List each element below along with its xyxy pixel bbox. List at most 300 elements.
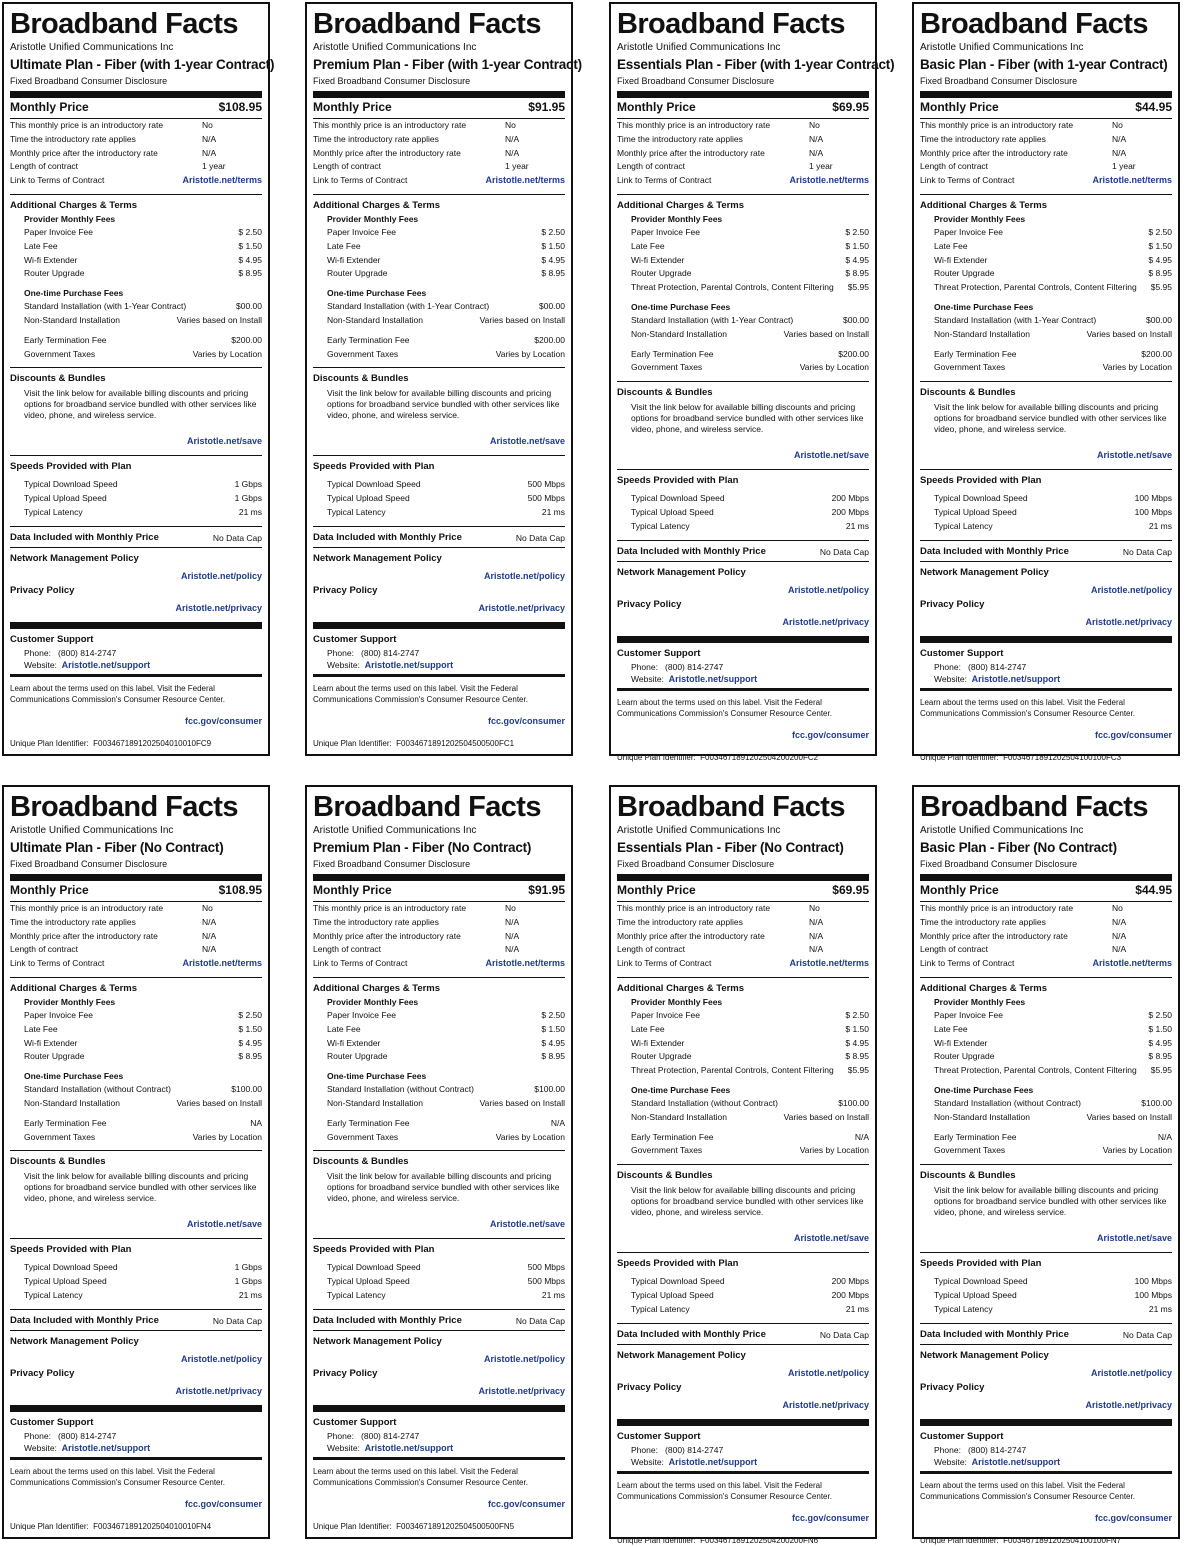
- latency-label: Typical Latency: [327, 506, 386, 517]
- additional-charges-heading: Additional Charges & Terms: [617, 982, 745, 994]
- download-label: Typical Download Speed: [934, 1276, 1028, 1287]
- contract-length-value: N/A: [202, 944, 217, 955]
- divider: [10, 526, 262, 527]
- gov-taxes-label: Government Taxes: [631, 362, 703, 373]
- router-upgrade-value: $ 8.95: [845, 1051, 869, 1062]
- wifi-extender-row: [920, 1037, 1172, 1051]
- fcc-link[interactable]: fcc.gov/consumer: [487, 1498, 565, 1509]
- policy-link[interactable]: Aristotle.net/policy: [483, 1353, 565, 1364]
- save-link[interactable]: Aristotle.net/save: [793, 450, 869, 461]
- privacy-heading: Privacy Policy: [920, 598, 985, 610]
- gov-taxes-value: Varies by Location: [1102, 362, 1172, 373]
- upi-row: [617, 1535, 869, 1546]
- upi-label: Unique Plan Identifier:: [10, 1521, 89, 1531]
- terms-link[interactable]: Aristotle.net/terms: [1092, 958, 1172, 969]
- fcc-link[interactable]: fcc.gov/consumer: [487, 715, 565, 726]
- router-upgrade-row: [313, 1050, 565, 1064]
- provider-fees-heading: Provider Monthly Fees: [934, 213, 1026, 224]
- contract-length-label: Length of contract: [617, 161, 686, 172]
- paper-invoice-row: [920, 226, 1172, 240]
- privacy-link[interactable]: Aristotle.net/privacy: [478, 602, 565, 613]
- broadband-facts-label: [2, 785, 270, 1539]
- terms-row: [10, 174, 262, 188]
- router-upgrade-value: $ 8.95: [541, 1051, 565, 1062]
- router-upgrade-row: [920, 267, 1172, 281]
- monthly-price-label: Monthly Price: [617, 100, 696, 114]
- privacy-link[interactable]: Aristotle.net/privacy: [1085, 1399, 1172, 1410]
- contract-length-value: N/A: [1112, 944, 1127, 955]
- gov-taxes-value: Varies by Location: [495, 348, 565, 359]
- privacy-link[interactable]: Aristotle.net/privacy: [175, 1385, 262, 1396]
- upload-row: [617, 506, 869, 520]
- policy-link[interactable]: Aristotle.net/policy: [787, 584, 869, 595]
- support-phone: [313, 1430, 565, 1442]
- latency-value: 21 ms: [541, 1289, 565, 1300]
- latency-row: [617, 520, 869, 534]
- policy-link[interactable]: Aristotle.net/policy: [787, 1367, 869, 1378]
- late-fee-row: [313, 240, 565, 254]
- divider: [617, 688, 869, 691]
- divider: [313, 674, 565, 677]
- terms-link[interactable]: Aristotle.net/terms: [485, 175, 565, 186]
- divider: [313, 1405, 565, 1412]
- upi-label: Unique Plan Identifier:: [617, 752, 696, 762]
- fcc-link[interactable]: fcc.gov/consumer: [1094, 1512, 1172, 1523]
- router-upgrade-label: Router Upgrade: [631, 1051, 692, 1062]
- divider: [617, 1471, 869, 1474]
- divider: [920, 1164, 1172, 1165]
- intro-rate-label: This monthly price is an introductory rate: [617, 120, 771, 130]
- policy-link[interactable]: Aristotle.net/policy: [180, 1353, 262, 1364]
- divider: [313, 526, 565, 527]
- divider: [920, 381, 1172, 382]
- gov-taxes-value: Varies by Location: [192, 348, 262, 359]
- terms-row: [313, 174, 565, 188]
- divider: [920, 688, 1172, 691]
- fcc-link[interactable]: fcc.gov/consumer: [1094, 729, 1172, 740]
- discounts-heading: Discounts & Bundles: [920, 387, 1016, 399]
- save-link[interactable]: Aristotle.net/save: [489, 1219, 565, 1230]
- wifi-extender-label: Wi-fi Extender: [631, 1037, 685, 1048]
- wifi-extender-label: Wi-fi Extender: [327, 254, 381, 265]
- upload-value: 200 Mbps: [831, 506, 869, 517]
- support-phone: [617, 1444, 869, 1456]
- intro-time-value: N/A: [1112, 916, 1127, 927]
- upload-label: Typical Upload Speed: [24, 493, 107, 504]
- data-included-value: No Data Cap: [1122, 546, 1172, 557]
- support-link[interactable]: Aristotle.net/support: [61, 1442, 151, 1453]
- std-install-value: $100.00: [231, 1084, 262, 1095]
- router-upgrade-value: $ 8.95: [238, 268, 262, 279]
- contract-length-value: 1 year: [809, 161, 833, 172]
- divider: [617, 91, 869, 98]
- paper-invoice-row: [10, 1009, 262, 1023]
- intro-time-row: [920, 133, 1172, 147]
- router-upgrade-row: [617, 267, 869, 281]
- network-mgmt-heading: Network Management Policy: [920, 1349, 1049, 1361]
- learn-text: Learn about the terms used on this label. Visit the Federal Communications Commission's Consumer Resource Center.: [617, 1480, 832, 1501]
- phone-value: (800) 814-2747: [665, 1444, 724, 1455]
- network-mgmt-heading: Network Management Policy: [313, 552, 442, 564]
- wifi-extender-row: [10, 1037, 262, 1051]
- support-link[interactable]: Aristotle.net/support: [364, 1442, 454, 1453]
- contract-length-row: [617, 943, 869, 957]
- monthly-price-row: [10, 883, 262, 897]
- divider: [10, 455, 262, 456]
- intro-time-row: [920, 916, 1172, 930]
- upload-row: [313, 1275, 565, 1289]
- early-term-value: N/A: [854, 1131, 869, 1142]
- gov-taxes-label: Government Taxes: [24, 1131, 96, 1142]
- std-install-label: Standard Installation (with 1-Year Contract): [631, 314, 794, 325]
- website-label: Website:: [24, 1442, 57, 1453]
- monthly-price-row: [920, 883, 1172, 897]
- after-intro-row: [313, 147, 565, 161]
- additional-charges-heading: Additional Charges & Terms: [10, 982, 138, 994]
- download-row: [10, 478, 262, 492]
- download-label: Typical Download Speed: [24, 479, 118, 490]
- contract-length-row: [313, 160, 565, 174]
- divider: [920, 874, 1172, 881]
- learn-text: Learn about the terms used on this label. Visit the Federal Communications Commission's Consumer Resource Center.: [10, 683, 225, 704]
- threat-protection-value: $5.95: [1150, 1065, 1172, 1076]
- router-upgrade-label: Router Upgrade: [631, 268, 692, 279]
- download-value: 200 Mbps: [831, 1276, 869, 1287]
- monthly-price-value: $69.95: [832, 100, 869, 114]
- gov-taxes-row: [920, 361, 1172, 375]
- early-term-row: [10, 334, 262, 348]
- privacy-link[interactable]: Aristotle.net/privacy: [782, 616, 869, 627]
- provider-fees-heading: Provider Monthly Fees: [24, 213, 116, 224]
- privacy-link[interactable]: Aristotle.net/privacy: [782, 1399, 869, 1410]
- privacy-link[interactable]: Aristotle.net/privacy: [175, 602, 262, 613]
- support-heading: Customer Support: [920, 647, 1004, 659]
- download-row: [920, 1275, 1172, 1289]
- fcc-link[interactable]: fcc.gov/consumer: [184, 715, 262, 726]
- upi-value: F0034671891202504500500FN5: [396, 1521, 515, 1531]
- paper-invoice-label: Paper Invoice Fee: [24, 226, 93, 237]
- std-install-label: Standard Installation (without Contract): [934, 1097, 1081, 1108]
- terms-link[interactable]: Aristotle.net/terms: [789, 175, 869, 186]
- wifi-extender-label: Wi-fi Extender: [631, 254, 685, 265]
- divider: [920, 194, 1172, 195]
- contract-length-row: [313, 943, 565, 957]
- divider: [617, 194, 869, 195]
- save-link[interactable]: Aristotle.net/save: [1096, 1233, 1172, 1244]
- intro-time-label: Time the introductory rate applies: [313, 916, 439, 927]
- broadband-facts-label: [912, 2, 1180, 762]
- divider: [617, 540, 869, 541]
- discounts-heading: Discounts & Bundles: [617, 387, 713, 399]
- terms-link[interactable]: Aristotle.net/terms: [182, 958, 262, 969]
- policy-link[interactable]: Aristotle.net/policy: [1090, 1367, 1172, 1378]
- monthly-price-label: Monthly Price: [920, 100, 999, 114]
- privacy-heading: Privacy Policy: [10, 584, 75, 596]
- support-link[interactable]: Aristotle.net/support: [971, 1456, 1061, 1467]
- privacy-link[interactable]: Aristotle.net/privacy: [1085, 616, 1172, 627]
- divider: [313, 1330, 565, 1331]
- intro-time-row: [10, 133, 262, 147]
- support-website: [10, 659, 262, 671]
- threat-protection-value: $5.95: [847, 1065, 869, 1076]
- after-intro-value: N/A: [1112, 147, 1127, 158]
- support-phone: [920, 661, 1172, 673]
- latency-value: 21 ms: [1148, 1303, 1172, 1314]
- contract-length-value: 1 year: [505, 161, 529, 172]
- contract-length-value: N/A: [505, 944, 520, 955]
- early-term-row: [920, 1131, 1172, 1145]
- threat-protection-label: Threat Protection, Parental Controls, Content Filtering: [631, 1065, 834, 1076]
- gov-taxes-label: Government Taxes: [327, 348, 399, 359]
- download-label: Typical Download Speed: [934, 493, 1028, 504]
- save-link[interactable]: Aristotle.net/save: [186, 1219, 262, 1230]
- website-label: Website:: [327, 1442, 360, 1453]
- monthly-price-row: [10, 100, 262, 114]
- paper-invoice-row: [617, 1009, 869, 1023]
- divider: [10, 622, 262, 629]
- paper-invoice-value: $ 2.50: [1148, 226, 1172, 237]
- data-included-label: Data Included with Monthly Price: [920, 545, 1069, 557]
- router-upgrade-row: [920, 1050, 1172, 1064]
- data-included-value: No Data Cap: [212, 532, 262, 543]
- support-link[interactable]: Aristotle.net/support: [668, 673, 758, 684]
- support-website: [313, 1442, 565, 1454]
- latency-row: [313, 1289, 565, 1303]
- policy-link[interactable]: Aristotle.net/policy: [1090, 584, 1172, 595]
- threat-protection-value: $5.95: [1150, 282, 1172, 293]
- nonstd-install-row: [10, 1097, 262, 1111]
- paper-invoice-row: [10, 226, 262, 240]
- wifi-extender-label: Wi-fi Extender: [934, 1037, 988, 1048]
- support-heading: Customer Support: [617, 1430, 701, 1442]
- data-included-value: No Data Cap: [515, 1315, 565, 1326]
- learn-text: Learn about the terms used on this label. Visit the Federal Communications Commission's Consumer Resource Center.: [313, 1466, 528, 1487]
- discounts-heading: Discounts & Bundles: [10, 373, 106, 385]
- monthly-price-label: Monthly Price: [313, 100, 392, 114]
- privacy-link[interactable]: Aristotle.net/privacy: [478, 1385, 565, 1396]
- network-mgmt-heading: Network Management Policy: [617, 566, 746, 578]
- nonstd-install-value: Varies based on Install: [783, 1111, 869, 1122]
- disclosure-text: Fixed Broadband Consumer Disclosure: [920, 859, 1078, 869]
- nonstd-install-label: Non-Standard Installation: [24, 1097, 120, 1108]
- discounts-text: Visit the link below for available billing discounts and pricing options for broadband service bundled with other services like video, phone, and wireless service.: [631, 1185, 864, 1218]
- upload-row: [10, 492, 262, 506]
- monthly-price-label: Monthly Price: [920, 883, 999, 897]
- network-mgmt-heading: Network Management Policy: [10, 552, 139, 564]
- wifi-extender-value: $ 4.95: [238, 1037, 262, 1048]
- upload-label: Typical Upload Speed: [934, 1289, 1017, 1300]
- support-link[interactable]: Aristotle.net/support: [364, 659, 454, 670]
- broadband-facts-label: [609, 2, 895, 762]
- phone-label: Phone:: [631, 1444, 658, 1455]
- router-upgrade-value: $ 8.95: [845, 268, 869, 279]
- contract-length-label: Length of contract: [313, 161, 382, 172]
- brand-title: Broadband Facts: [313, 8, 541, 40]
- nonstd-install-label: Non-Standard Installation: [631, 328, 727, 339]
- late-fee-label: Late Fee: [24, 240, 58, 251]
- support-link[interactable]: Aristotle.net/support: [668, 1456, 758, 1467]
- support-phone: [920, 1444, 1172, 1456]
- plan-name: Basic Plan - Fiber (No Contract): [920, 840, 1117, 855]
- terms-link[interactable]: Aristotle.net/terms: [485, 958, 565, 969]
- contract-length-value: N/A: [809, 944, 824, 955]
- paper-invoice-label: Paper Invoice Fee: [934, 1009, 1003, 1020]
- paper-invoice-row: [313, 226, 565, 240]
- policy-link[interactable]: Aristotle.net/policy: [180, 570, 262, 581]
- router-upgrade-row: [313, 267, 565, 281]
- nonstd-install-value: Varies based on Install: [1086, 328, 1172, 339]
- network-mgmt-heading: Network Management Policy: [313, 1335, 442, 1347]
- early-term-row: [313, 1117, 565, 1131]
- threat-protection-label: Threat Protection, Parental Controls, Content Filtering: [934, 1065, 1137, 1076]
- save-link[interactable]: Aristotle.net/save: [489, 436, 565, 447]
- speeds-heading: Speeds Provided with Plan: [10, 1244, 132, 1256]
- late-fee-value: $ 1.50: [1148, 240, 1172, 251]
- monthly-price-label: Monthly Price: [313, 883, 392, 897]
- upload-value: 100 Mbps: [1134, 506, 1172, 517]
- after-intro-row: [920, 930, 1172, 944]
- monthly-price-value: $108.95: [218, 100, 262, 114]
- data-included-label: Data Included with Monthly Price: [313, 1314, 462, 1326]
- divider: [10, 1330, 262, 1331]
- std-install-label: Standard Installation (with 1-Year Contract): [934, 314, 1097, 325]
- early-term-label: Early Termination Fee: [631, 348, 714, 359]
- early-term-label: Early Termination Fee: [327, 1117, 410, 1128]
- after-intro-value: N/A: [809, 930, 824, 941]
- divider: [920, 540, 1172, 541]
- paper-invoice-value: $ 2.50: [845, 1009, 869, 1020]
- divider: [617, 1252, 869, 1253]
- discounts-text: Visit the link below for available billing discounts and pricing options for broadband service bundled with other services like video, phone, and wireless service.: [327, 1171, 560, 1204]
- divider: [920, 1419, 1172, 1426]
- network-mgmt-heading: Network Management Policy: [617, 1349, 746, 1361]
- early-term-label: Early Termination Fee: [327, 334, 410, 345]
- intro-time-label: Time the introductory rate applies: [10, 133, 136, 144]
- intro-time-label: Time the introductory rate applies: [10, 916, 136, 927]
- contract-length-row: [10, 943, 262, 957]
- intro-time-row: [10, 916, 262, 930]
- save-link[interactable]: Aristotle.net/save: [1096, 450, 1172, 461]
- std-install-value: $00.00: [843, 314, 869, 325]
- data-included-value: No Data Cap: [1122, 1329, 1172, 1340]
- intro-time-value: N/A: [202, 133, 217, 144]
- provider-name: Aristotle Unified Communications Inc: [313, 825, 477, 836]
- after-intro-row: [10, 147, 262, 161]
- onetime-fees-heading: One-time Purchase Fees: [934, 301, 1034, 312]
- divider: [313, 455, 565, 456]
- additional-charges-heading: Additional Charges & Terms: [617, 199, 745, 211]
- divider: [920, 561, 1172, 562]
- after-intro-label: Monthly price after the introductory rate: [10, 930, 158, 941]
- data-included-value: No Data Cap: [515, 532, 565, 543]
- download-label: Typical Download Speed: [631, 493, 725, 504]
- latency-value: 21 ms: [845, 520, 869, 531]
- wifi-extender-row: [10, 254, 262, 268]
- fcc-link[interactable]: fcc.gov/consumer: [184, 1498, 262, 1509]
- terms-link[interactable]: Aristotle.net/terms: [1092, 175, 1172, 186]
- disclosure-text: Fixed Broadband Consumer Disclosure: [10, 859, 168, 869]
- std-install-value: $00.00: [1146, 314, 1172, 325]
- speeds-heading: Speeds Provided with Plan: [920, 1258, 1042, 1270]
- speeds-heading: Speeds Provided with Plan: [920, 475, 1042, 487]
- late-fee-value: $ 1.50: [845, 240, 869, 251]
- after-intro-label: Monthly price after the introductory rate: [313, 147, 461, 158]
- paper-invoice-value: $ 2.50: [238, 1009, 262, 1020]
- support-heading: Customer Support: [313, 1416, 397, 1428]
- intro-time-label: Time the introductory rate applies: [617, 133, 743, 144]
- monthly-price-label: Monthly Price: [617, 883, 696, 897]
- wifi-extender-value: $ 4.95: [845, 1037, 869, 1048]
- gov-taxes-value: Varies by Location: [1102, 1145, 1172, 1156]
- after-intro-value: N/A: [505, 147, 520, 158]
- additional-charges-heading: Additional Charges & Terms: [920, 199, 1048, 211]
- discounts-text: Visit the link below for available billing discounts and pricing options for broadband service bundled with other services like video, phone, and wireless service.: [24, 388, 257, 421]
- fcc-link[interactable]: fcc.gov/consumer: [791, 1512, 869, 1523]
- support-link[interactable]: Aristotle.net/support: [971, 673, 1061, 684]
- early-term-value: N/A: [550, 1117, 565, 1128]
- paper-invoice-label: Paper Invoice Fee: [24, 1009, 93, 1020]
- network-mgmt-heading: Network Management Policy: [10, 1335, 139, 1347]
- contract-length-row: [920, 943, 1172, 957]
- router-upgrade-label: Router Upgrade: [327, 268, 388, 279]
- terms-link[interactable]: Aristotle.net/terms: [789, 958, 869, 969]
- late-fee-row: [617, 1023, 869, 1037]
- std-install-label: Standard Installation (with 1-Year Contract): [24, 301, 187, 312]
- intro-rate-value: No: [1112, 120, 1123, 130]
- provider-name: Aristotle Unified Communications Inc: [313, 42, 477, 53]
- fcc-link[interactable]: fcc.gov/consumer: [791, 729, 869, 740]
- save-link[interactable]: Aristotle.net/save: [186, 436, 262, 447]
- provider-name: Aristotle Unified Communications Inc: [10, 42, 174, 53]
- upi-value: F0034671891202504010010FC9: [93, 738, 212, 748]
- early-term-value: $200.00: [1141, 348, 1172, 359]
- onetime-fees-heading: One-time Purchase Fees: [631, 1084, 731, 1095]
- learn-text: Learn about the terms used on this label. Visit the Federal Communications Commission's Consumer Resource Center.: [920, 1480, 1135, 1501]
- divider: [10, 367, 262, 368]
- support-link[interactable]: Aristotle.net/support: [61, 659, 151, 670]
- upi-row: [10, 1521, 262, 1532]
- terms-link[interactable]: Aristotle.net/terms: [182, 175, 262, 186]
- save-link[interactable]: Aristotle.net/save: [793, 1233, 869, 1244]
- late-fee-value: $ 1.50: [541, 1023, 565, 1034]
- after-intro-label: Monthly price after the introductory rate: [10, 147, 158, 158]
- divider: [313, 194, 565, 195]
- disclosure-text: Fixed Broadband Consumer Disclosure: [313, 76, 471, 86]
- provider-fees-heading: Provider Monthly Fees: [327, 996, 419, 1007]
- after-intro-value: N/A: [809, 147, 824, 158]
- paper-invoice-value: $ 2.50: [845, 226, 869, 237]
- monthly-price-value: $91.95: [528, 100, 565, 114]
- phone-label: Phone:: [327, 1430, 354, 1441]
- early-term-value: N/A: [1157, 1131, 1172, 1142]
- upload-label: Typical Upload Speed: [327, 1276, 410, 1287]
- phone-label: Phone:: [327, 647, 354, 658]
- provider-fees-heading: Provider Monthly Fees: [934, 996, 1026, 1007]
- policy-link[interactable]: Aristotle.net/policy: [483, 570, 565, 581]
- latency-row: [920, 520, 1172, 534]
- latency-row: [920, 1303, 1172, 1317]
- latency-label: Typical Latency: [327, 1289, 386, 1300]
- data-included-row: [313, 1314, 565, 1328]
- upi-label: Unique Plan Identifier:: [10, 738, 89, 748]
- download-row: [313, 1261, 565, 1275]
- early-term-value: NA: [250, 1117, 262, 1128]
- early-term-label: Early Termination Fee: [934, 1131, 1017, 1142]
- additional-charges-heading: Additional Charges & Terms: [10, 199, 138, 211]
- terms-label: Link to Terms of Contract: [10, 958, 105, 969]
- gov-taxes-row: [617, 1144, 869, 1158]
- divider: [10, 977, 262, 978]
